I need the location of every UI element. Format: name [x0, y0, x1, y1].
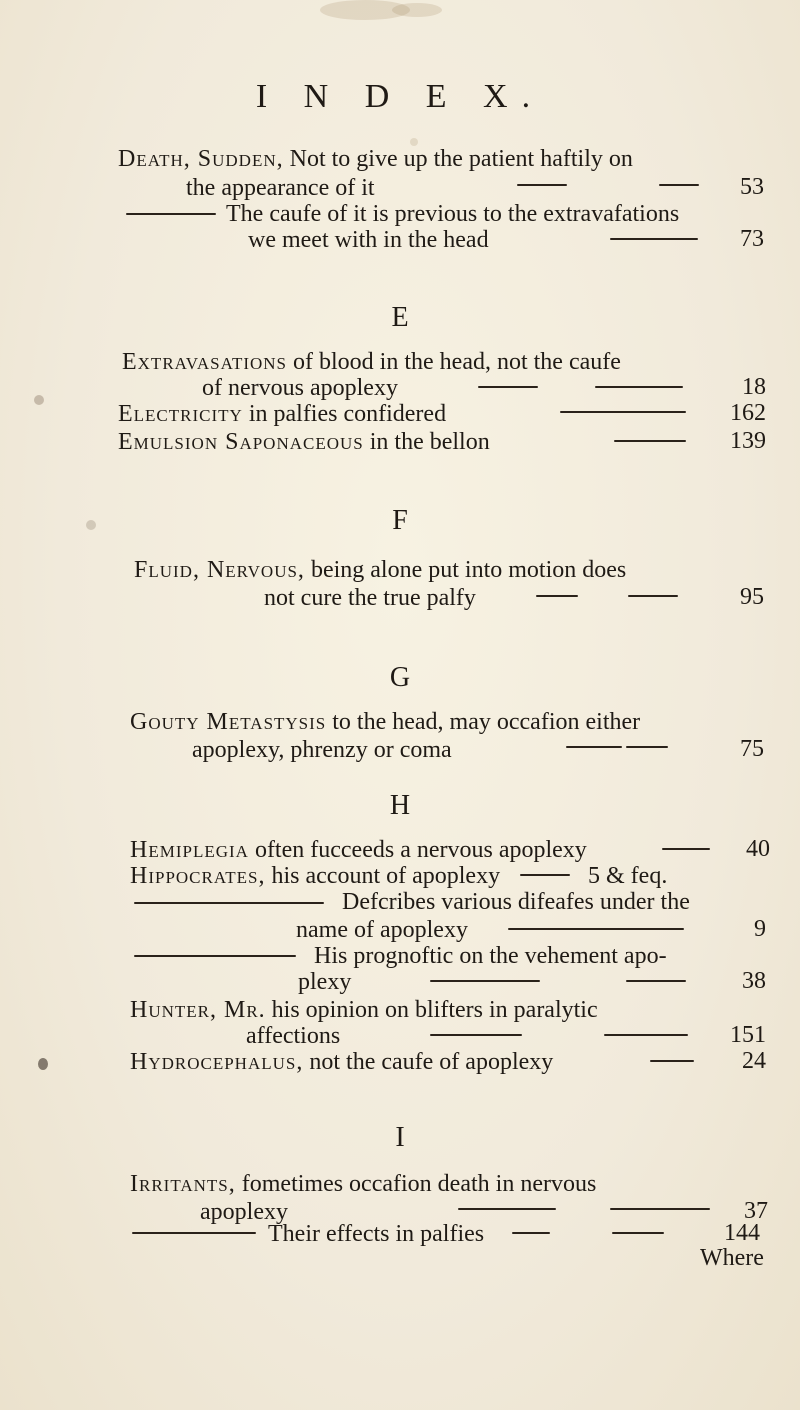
paper-stain [38, 1058, 48, 1070]
index-entry-emulsion [118, 428, 490, 456]
entry-heading: Hemiplegia [130, 837, 249, 863]
entry-text: being alone put into motion does [310, 557, 627, 583]
entry-continuation: of nervous apoplexy [202, 375, 398, 401]
section-letter: F [392, 505, 408, 536]
page-number: 139 [730, 428, 766, 454]
entry-heading: Extravasations [122, 349, 288, 375]
leader-dash [430, 980, 540, 982]
leader-dash [614, 440, 686, 442]
leader-dash [626, 980, 686, 982]
entry-text: of blood in the head, not the caufe [293, 349, 621, 375]
section-letter: H [389, 790, 411, 821]
entry-heading: Hydrocephalus, [130, 1049, 304, 1075]
entry-text: fometimes occafion death in nervous [241, 1171, 597, 1197]
catchword: Where [700, 1245, 764, 1271]
paper-stain [392, 3, 442, 17]
entry-heading: Fluid, Nervous, [134, 557, 305, 583]
section-letter: I [395, 1122, 405, 1153]
index-entry-death-cause: The caufe of it is previous to the extravafations [226, 201, 680, 227]
leader-dash [512, 1232, 550, 1234]
entry-heading: Emulsion Saponaceous [118, 429, 364, 455]
leader-dash [626, 746, 668, 748]
index-entry-hippocrates [130, 862, 500, 890]
leader-dash [610, 1208, 710, 1210]
leader-dash [610, 238, 698, 240]
page-number: 5 & feq. [588, 863, 668, 889]
page-number: 38 [742, 968, 766, 994]
leader-dash [604, 1034, 688, 1036]
leader-dash [517, 184, 567, 186]
entry-continuation: apoplexy [200, 1199, 288, 1225]
paper-stain [34, 395, 44, 405]
entry-continuation: we meet with in the head [248, 227, 489, 253]
page-number: 53 [740, 174, 764, 200]
entry-heading: Electricity [118, 401, 243, 427]
section-letter: G [389, 662, 411, 693]
leader-dash [536, 595, 578, 597]
page-number: 37 [744, 1198, 768, 1224]
entry-text: Not to give up the patient haftily on [289, 146, 633, 172]
leader-dash [520, 874, 570, 876]
index-entry-hydrocephalus [130, 1048, 553, 1076]
leader-dash [430, 1034, 522, 1036]
leader-dash [508, 928, 684, 930]
leader-dash [650, 1060, 694, 1062]
entry-text: his opinion on blifters in paralytic [271, 997, 598, 1023]
page-number: 40 [746, 836, 770, 862]
leader-dash [458, 1208, 556, 1210]
leader-dash [612, 1232, 664, 1234]
page-title: I N D E X. [255, 78, 545, 115]
entry-heading: Gouty Metastysis [130, 709, 327, 735]
page-number: 162 [730, 400, 766, 426]
index-entry-irritants-palsies: Their effects in palfies [268, 1221, 485, 1247]
entry-text: in palfies confidered [248, 401, 447, 427]
leader-dash [659, 184, 699, 186]
page-number: 9 [754, 916, 766, 942]
leader-dash [132, 1232, 256, 1234]
entry-continuation: the appearance of it [186, 175, 375, 201]
page-number: 24 [742, 1048, 766, 1074]
leader-dash [478, 386, 538, 388]
page-number: 75 [740, 736, 764, 762]
index-entry-gouty [130, 708, 640, 736]
page-number: 18 [742, 374, 766, 400]
leader-dash [628, 595, 678, 597]
entry-text: not the caufe of apoplexy [309, 1049, 554, 1075]
section-letter: E [391, 302, 409, 333]
page-number: 73 [740, 226, 764, 252]
entry-heading: Hippocrates, [130, 863, 266, 889]
leader-dash [595, 386, 683, 388]
page-number: 151 [730, 1022, 766, 1048]
entry-heading: Death, Sudden, [118, 146, 284, 172]
entry-continuation: name of apoplexy [296, 917, 468, 943]
leader-dash [134, 955, 296, 957]
index-entry-fluid [134, 556, 626, 584]
entry-continuation: not cure the true palfy [264, 585, 476, 611]
leader-dash [134, 902, 324, 904]
index-entry-extravasations [122, 348, 621, 376]
index-entry-irritants [130, 1170, 596, 1198]
leader-dash [126, 213, 216, 215]
leader-dash [662, 848, 710, 850]
entry-heading: Hunter, Mr. [130, 997, 266, 1023]
leader-dash [566, 746, 622, 748]
page-number: 95 [740, 584, 764, 610]
index-entry-hunter [130, 996, 598, 1024]
leader-dash [560, 411, 686, 413]
index-entry-hippocrates-describes: Defcribes various difeafes under the [342, 889, 690, 915]
index-entry-death [118, 145, 633, 173]
page-number: 144 [724, 1220, 760, 1246]
entry-continuation: plexy [298, 969, 352, 995]
index-entry-electricity [118, 400, 446, 428]
entry-text: in the bellon [369, 429, 490, 455]
entry-text: his account of apoplexy [271, 863, 501, 889]
entry-text: to the head, may occafion either [332, 709, 641, 735]
index-entry-hippocrates-prognostic: His prognoftic on the vehement apo- [314, 943, 667, 969]
entry-continuation: affections [246, 1023, 341, 1049]
index-entry-hemiplegia [130, 836, 587, 864]
entry-text: often fucceeds a nervous apoplexy [254, 837, 587, 863]
entry-heading: Irritants, [130, 1171, 236, 1197]
entry-continuation: apoplexy, phrenzy or coma [192, 737, 452, 763]
